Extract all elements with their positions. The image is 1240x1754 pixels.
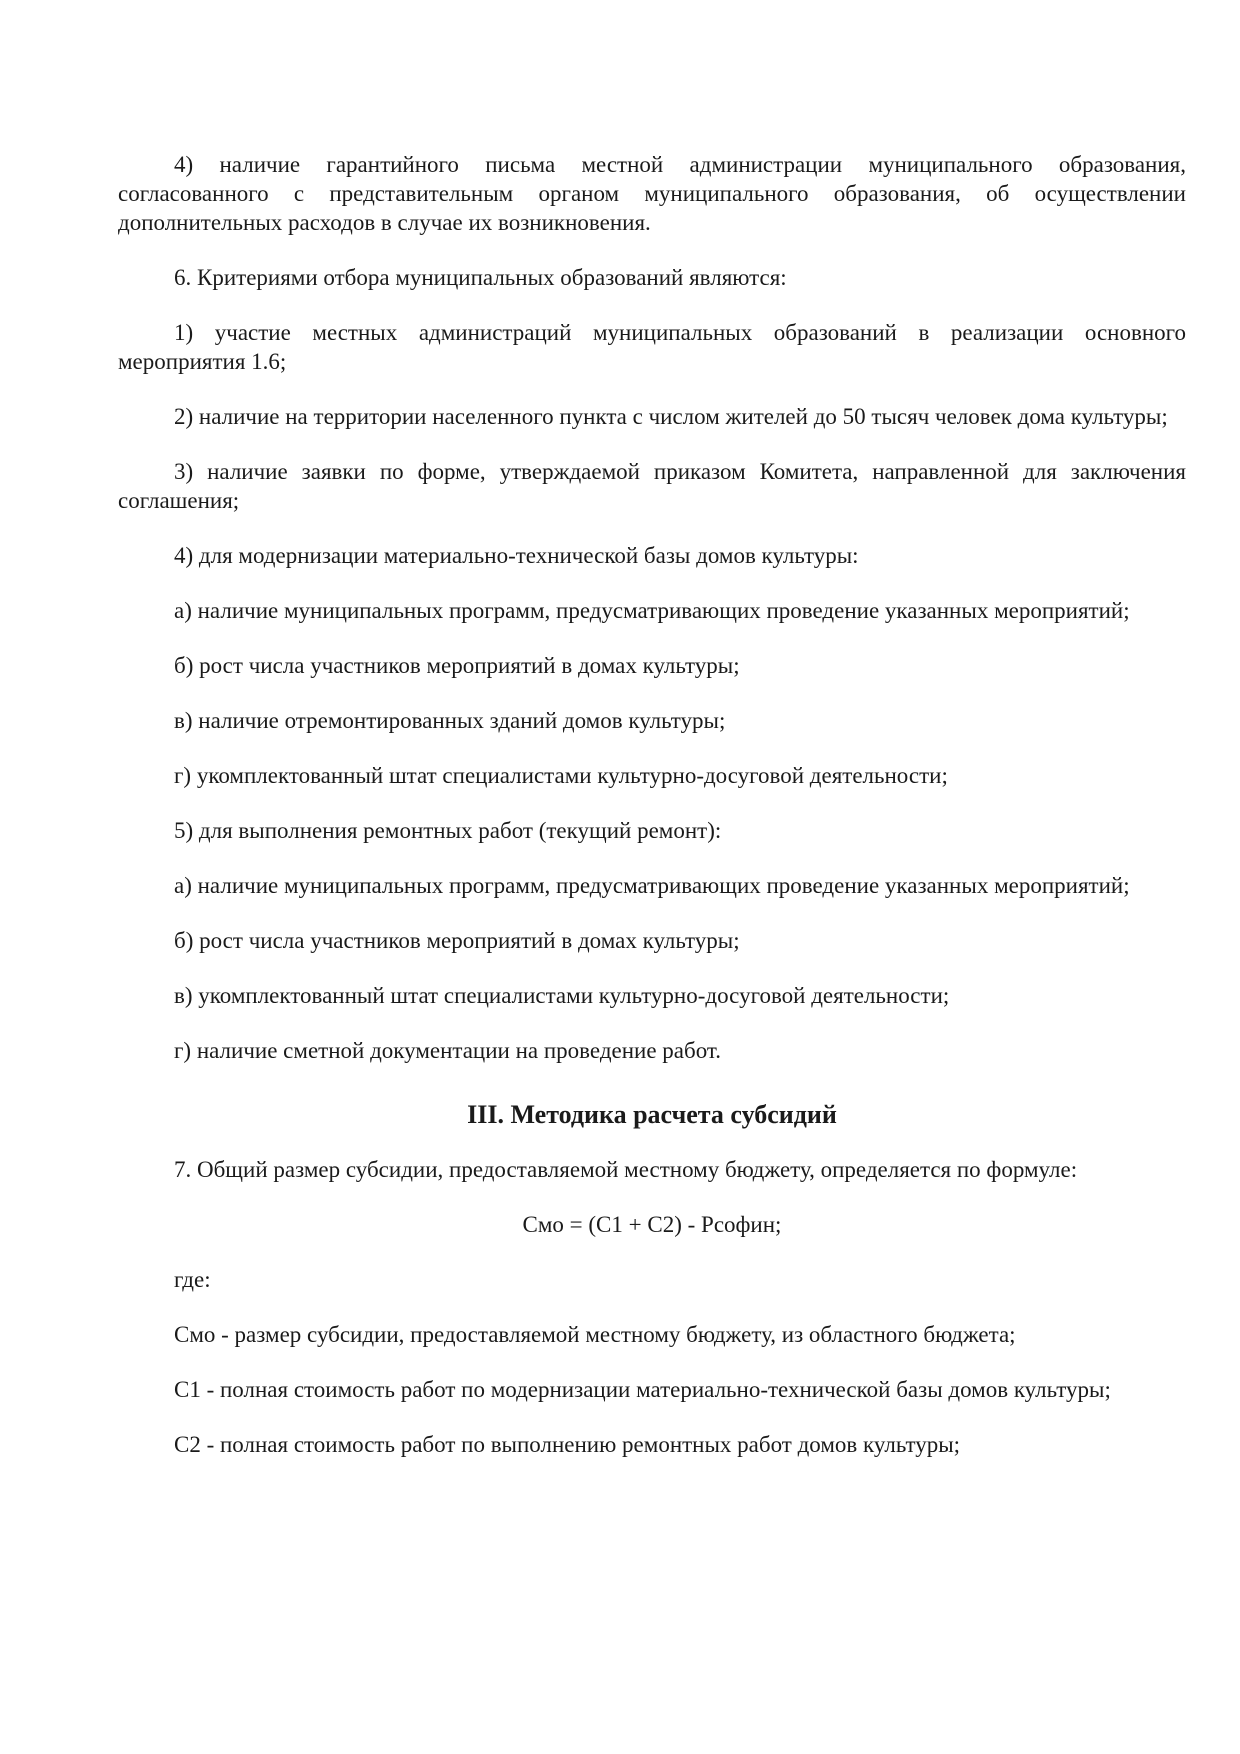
section-heading: III. Методика расчета субсидий [467, 1100, 837, 1129]
criterion-2: 2) наличие на территории населенного пункта с числом жителей до 50 тысяч человек дома культуры; [174, 404, 1168, 429]
criterion-5v: в) укомплектованный штат специалистами культурно-досуговой деятельности; [174, 983, 950, 1008]
criterion-5a: а) наличие муниципальных программ, предусматривающих проведение указанных мероприятий; [174, 873, 1130, 898]
criterion-5g: г) наличие сметной документации на проведение работ. [174, 1038, 721, 1063]
criterion-1: 1) участие местных администраций муниципальных образований в реализации основного мероприятия 1.6; [118, 320, 1186, 374]
criterion-3: 3) наличие заявки по форме, утверждаемой приказом Комитета, направленной для заключения соглашения; [118, 459, 1186, 513]
paragraph-item-4-guarantee-letter: 4) наличие гарантийного письма местной администрации муниципального образования, согласованного с представительным органом муниципального образования, об осуществлении дополнительных расходов в случае их возникновения. [118, 152, 1186, 235]
criterion-5-repair: 5) для выполнения ремонтных работ (текущий ремонт): [174, 818, 722, 843]
criterion-4-modernization: 4) для модернизации материально-технической базы домов культуры: [174, 543, 859, 568]
where-label: где: [174, 1267, 211, 1292]
document-page [118, 150, 1186, 1485]
criterion-4v: в) наличие отремонтированных зданий домов культуры; [174, 708, 726, 733]
criterion-4a: а) наличие муниципальных программ, предусматривающих проведение указанных мероприятий; [174, 598, 1130, 623]
definition-smo: Смо - размер субсидии, предоставляемой местному бюджету, из областного бюджета; [174, 1322, 1016, 1347]
paragraph-7: 7. Общий размер субсидии, предоставляемой местному бюджету, определяется по формуле: [174, 1157, 1078, 1182]
definition-c2: С2 - полная стоимость работ по выполнению ремонтных работ домов культуры; [174, 1432, 961, 1457]
criterion-4g: г) укомплектованный штат специалистами культурно-досуговой деятельности; [174, 763, 948, 788]
subsidy-formula: Смо = (С1 + С2) - Рсофин; [522, 1212, 782, 1237]
criterion-5b: б) рост числа участников мероприятий в домах культуры; [174, 928, 740, 953]
criterion-4b: б) рост числа участников мероприятий в домах культуры; [174, 653, 740, 678]
definition-c1: С1 - полная стоимость работ по модернизации материально-технической базы домов культуры; [174, 1377, 1111, 1402]
paragraph-6-criteria-intro: 6. Критериями отбора муниципальных образований являются: [174, 265, 787, 290]
